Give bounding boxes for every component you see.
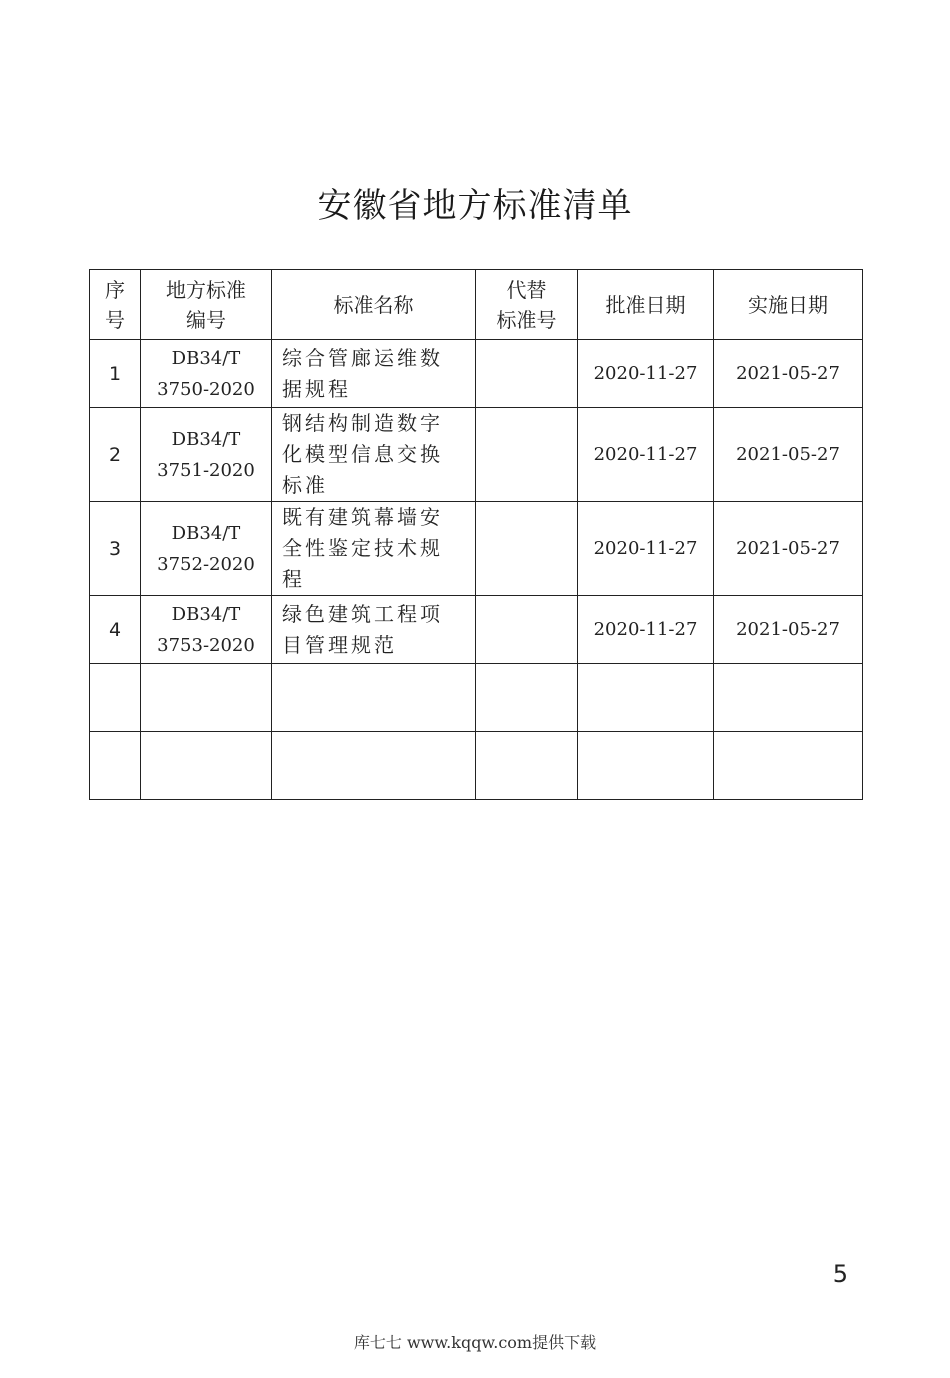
- empty-cell: [90, 732, 141, 800]
- empty-cell: [141, 664, 272, 732]
- empty-cell: [476, 732, 578, 800]
- empty-cell: [141, 732, 272, 800]
- header-effective-date: 实施日期: [714, 270, 863, 340]
- row-replace: [476, 408, 578, 502]
- row-code: DB34/T 3750-2020: [141, 340, 272, 408]
- empty-cell: [578, 664, 714, 732]
- row-replace: [476, 502, 578, 596]
- row-name: 钢结构制造数字 化模型信息交换 标准: [272, 408, 476, 502]
- page-title: 安徽省地方标准清单: [317, 186, 633, 226]
- empty-cell: [90, 664, 141, 732]
- table-row-empty: [90, 664, 863, 732]
- row-approve-date: 2020-11-27: [578, 502, 714, 596]
- empty-cell: [714, 732, 863, 800]
- standards-table: [89, 269, 863, 800]
- footer-text: 库七七 www.kqqw.com提供下载: [353, 1333, 597, 1352]
- header-name: 标准名称: [272, 270, 476, 340]
- header-code: 地方标准 编号: [141, 270, 272, 340]
- empty-cell: [578, 732, 714, 800]
- row-approve-date: 2020-11-27: [578, 408, 714, 502]
- table-row: [90, 502, 863, 596]
- page-number: 5: [832, 1260, 848, 1288]
- row-approve-date: 2020-11-27: [578, 596, 714, 664]
- empty-cell: [272, 664, 476, 732]
- header-replace: 代替 标准号: [476, 270, 578, 340]
- empty-cell: [476, 664, 578, 732]
- empty-cell: [714, 664, 863, 732]
- empty-cell: [272, 732, 476, 800]
- table-row-empty: [90, 732, 863, 800]
- row-name: 绿色建筑工程项 目管理规范: [272, 596, 476, 664]
- row-name: 综合管廊运维数 据规程: [272, 340, 476, 408]
- row-index: 1: [90, 340, 141, 408]
- table-row: [90, 408, 863, 502]
- row-name: 既有建筑幕墙安 全性鉴定技术规 程: [272, 502, 476, 596]
- row-index: 3: [90, 502, 141, 596]
- header-index: 序 号: [90, 270, 141, 340]
- table-header-row: [90, 270, 863, 340]
- row-approve-date: 2020-11-27: [578, 340, 714, 408]
- row-index: 2: [90, 408, 141, 502]
- row-effective-date: 2021-05-27: [714, 340, 863, 408]
- row-code: DB34/T 3751-2020: [141, 408, 272, 502]
- header-approve-date: 批准日期: [578, 270, 714, 340]
- table-row: [90, 596, 863, 664]
- row-effective-date: 2021-05-27: [714, 596, 863, 664]
- row-effective-date: 2021-05-27: [714, 502, 863, 596]
- row-replace: [476, 596, 578, 664]
- row-code: DB34/T 3752-2020: [141, 502, 272, 596]
- row-index: 4: [90, 596, 141, 664]
- row-code: DB34/T 3753-2020: [141, 596, 272, 664]
- row-effective-date: 2021-05-27: [714, 408, 863, 502]
- table-row: [90, 340, 863, 408]
- row-replace: [476, 340, 578, 408]
